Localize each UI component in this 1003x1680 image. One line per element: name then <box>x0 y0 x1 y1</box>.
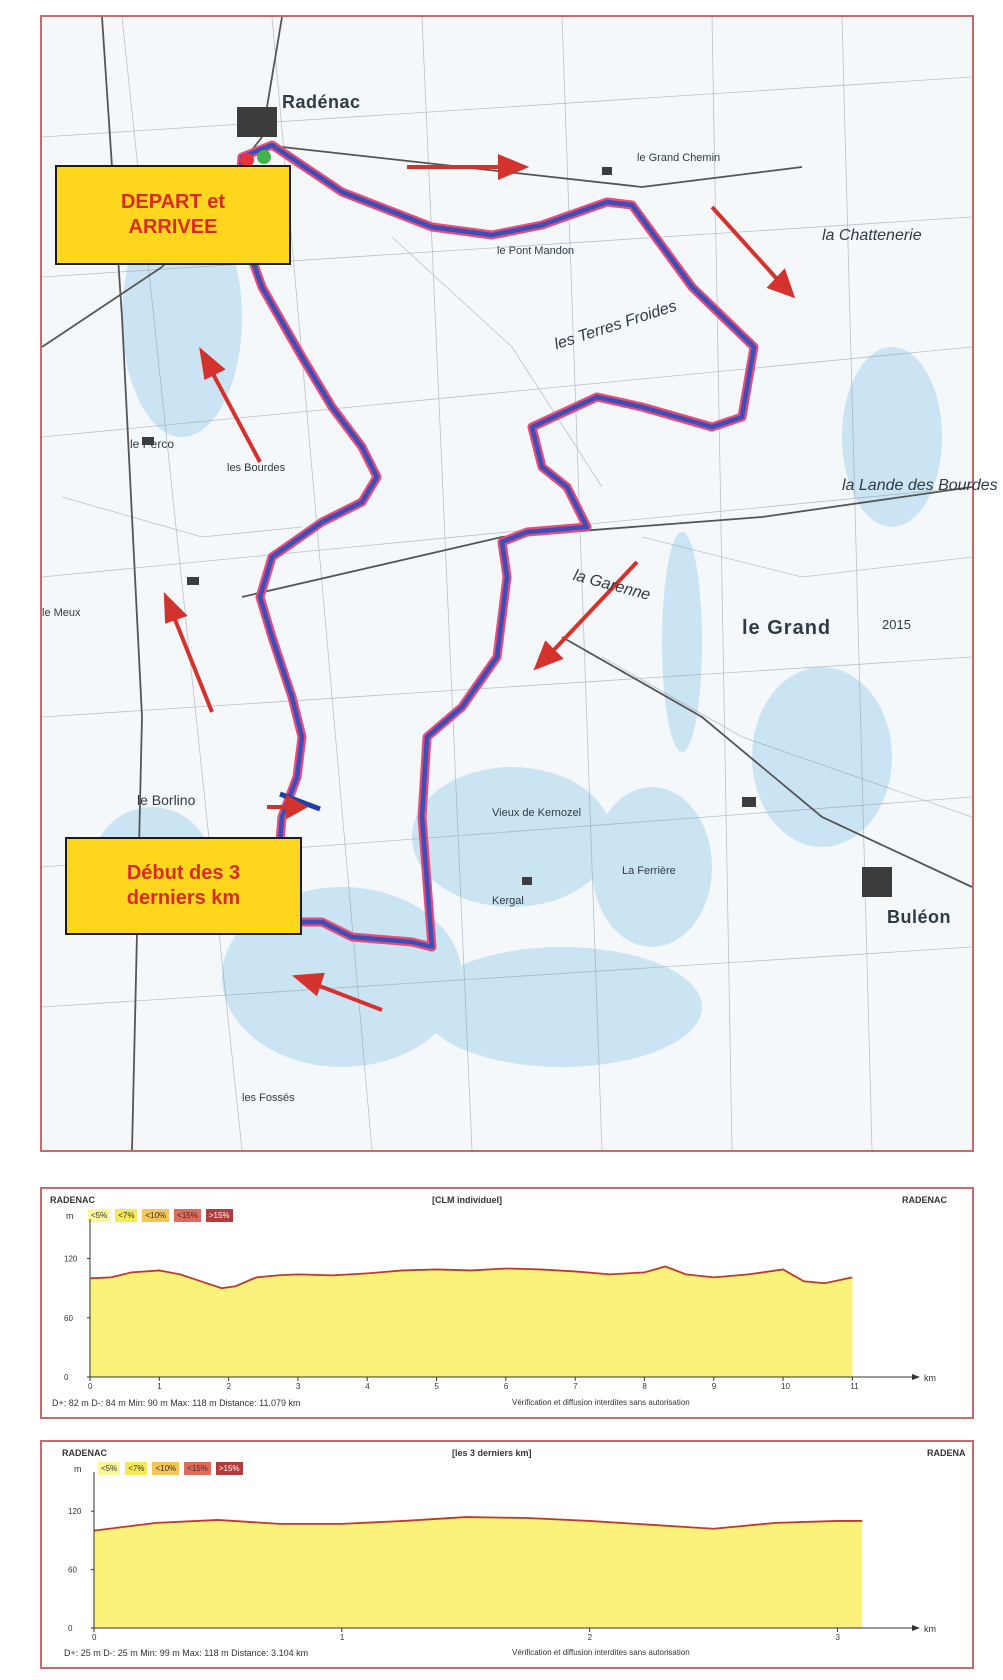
x-tick-label: 1 <box>157 1382 162 1391</box>
last-3km-callout: Début des 3 derniers km <box>65 837 302 935</box>
x-tick-label: 11 <box>850 1382 859 1391</box>
x-axis-arrow <box>912 1374 920 1380</box>
arrow-southeast <box>712 207 792 295</box>
elevation-chart <box>42 1442 972 1667</box>
profile-start-label: RADENAC <box>50 1195 95 1205</box>
label-radenac: Radénac <box>282 92 361 112</box>
finish-marker <box>257 150 271 164</box>
label-le-grand: le Grand <box>742 617 832 639</box>
y-tick-label: 120 <box>64 1254 78 1264</box>
label-terres-froides: les Terres Froides <box>552 297 679 354</box>
y-tick-label: 60 <box>68 1565 77 1575</box>
label-buleon: Buléon <box>887 907 951 927</box>
x-tick-label: 9 <box>711 1382 717 1391</box>
x-axis-arrow <box>912 1625 920 1631</box>
y-tick-label: 0 <box>64 1373 69 1382</box>
x-unit-label: km <box>924 1624 936 1634</box>
label-2015: 2015 <box>882 617 911 632</box>
y-tick-label: 0 <box>68 1624 73 1633</box>
arrow-north-2 <box>166 597 212 712</box>
x-tick-label: 8 <box>642 1382 647 1391</box>
x-tick-label: 0 <box>92 1633 97 1642</box>
y-tick-label: 120 <box>68 1507 82 1517</box>
label-le-perco: le Perco <box>130 437 175 451</box>
x-tick-label: 10 <box>781 1382 790 1391</box>
x-unit-label: km <box>924 1373 936 1383</box>
profile-note: Vérification et diffusion interdites sans autorisation <box>512 1648 690 1657</box>
label-bourdes: les Bourdes <box>227 462 286 474</box>
arrow-east <box>407 157 524 177</box>
x-tick-label: 7 <box>573 1382 578 1391</box>
x-tick-label: 2 <box>587 1633 593 1642</box>
legend-item: <5% <box>88 1209 110 1222</box>
elevation-profile-last-3km <box>40 1440 974 1669</box>
legend-item: <15% <box>184 1462 211 1475</box>
legend-item: <5% <box>98 1462 120 1475</box>
elevation-area <box>94 1517 862 1628</box>
profile-title: [CLM individuel] <box>432 1195 502 1205</box>
elevation-profile-full <box>40 1187 974 1419</box>
elevation-chart <box>42 1189 972 1417</box>
y-unit: m <box>74 1464 82 1474</box>
x-tick-label: 6 <box>503 1382 509 1391</box>
x-tick-label: 2 <box>226 1382 232 1391</box>
label-grand-chemin: le Grand Chemin <box>637 152 721 164</box>
label-les-fosses: les Fossés <box>242 1092 295 1104</box>
x-tick-label: 5 <box>434 1382 439 1391</box>
label-kergal: Kergal <box>492 895 524 907</box>
label-garenne: la Garenne <box>571 567 653 604</box>
label-le-meux: le Meux <box>42 607 81 619</box>
profile-stats: D+: 82 m D-: 84 m Min: 90 m Max: 118 m Distance: 11.079 km <box>52 1398 301 1408</box>
label-chattenerie: la Chattenerie <box>822 227 922 244</box>
label-vieux-kernozel: Vieux de Kernozel <box>492 807 582 819</box>
profile-stats: D+: 25 m D-: 25 m Min: 99 m Max: 118 m Distance: 3.104 km <box>64 1648 309 1658</box>
y-unit: m <box>66 1211 74 1221</box>
x-tick-label: 3 <box>835 1633 840 1642</box>
label-lande-bourdes: la Lande des Bourdes <box>842 477 998 494</box>
x-tick-label: 0 <box>88 1382 93 1391</box>
label-pont-mandon: le Pont Mandon <box>497 245 575 257</box>
start-finish-callout: DEPART et ARRIVEE <box>55 165 291 265</box>
x-tick-label: 4 <box>365 1382 370 1391</box>
profile-end-label: RADENA <box>927 1448 966 1458</box>
profile-end-label: RADENAC <box>902 1195 947 1205</box>
label-borlino: le Borlino <box>137 792 196 808</box>
profile-title: [les 3 derniers km] <box>452 1448 532 1458</box>
legend-item: <7% <box>125 1462 147 1475</box>
route-map <box>40 15 998 1152</box>
legend-item: <7% <box>115 1209 137 1222</box>
x-tick-label: 1 <box>339 1633 345 1642</box>
label-la-ferriere: La Ferrière <box>622 865 676 877</box>
legend-item: <10% <box>142 1209 169 1222</box>
y-tick-label: 60 <box>64 1313 73 1323</box>
legend-item: <10% <box>152 1462 179 1475</box>
legend-item: >15% <box>206 1209 233 1222</box>
profile-note: Vérification et diffusion interdites sans autorisation <box>512 1398 690 1407</box>
profile-start-label: RADENAC <box>62 1448 107 1458</box>
x-tick-label: 3 <box>295 1382 301 1391</box>
legend-item: >15% <box>216 1462 243 1475</box>
legend-item: <15% <box>174 1209 201 1222</box>
